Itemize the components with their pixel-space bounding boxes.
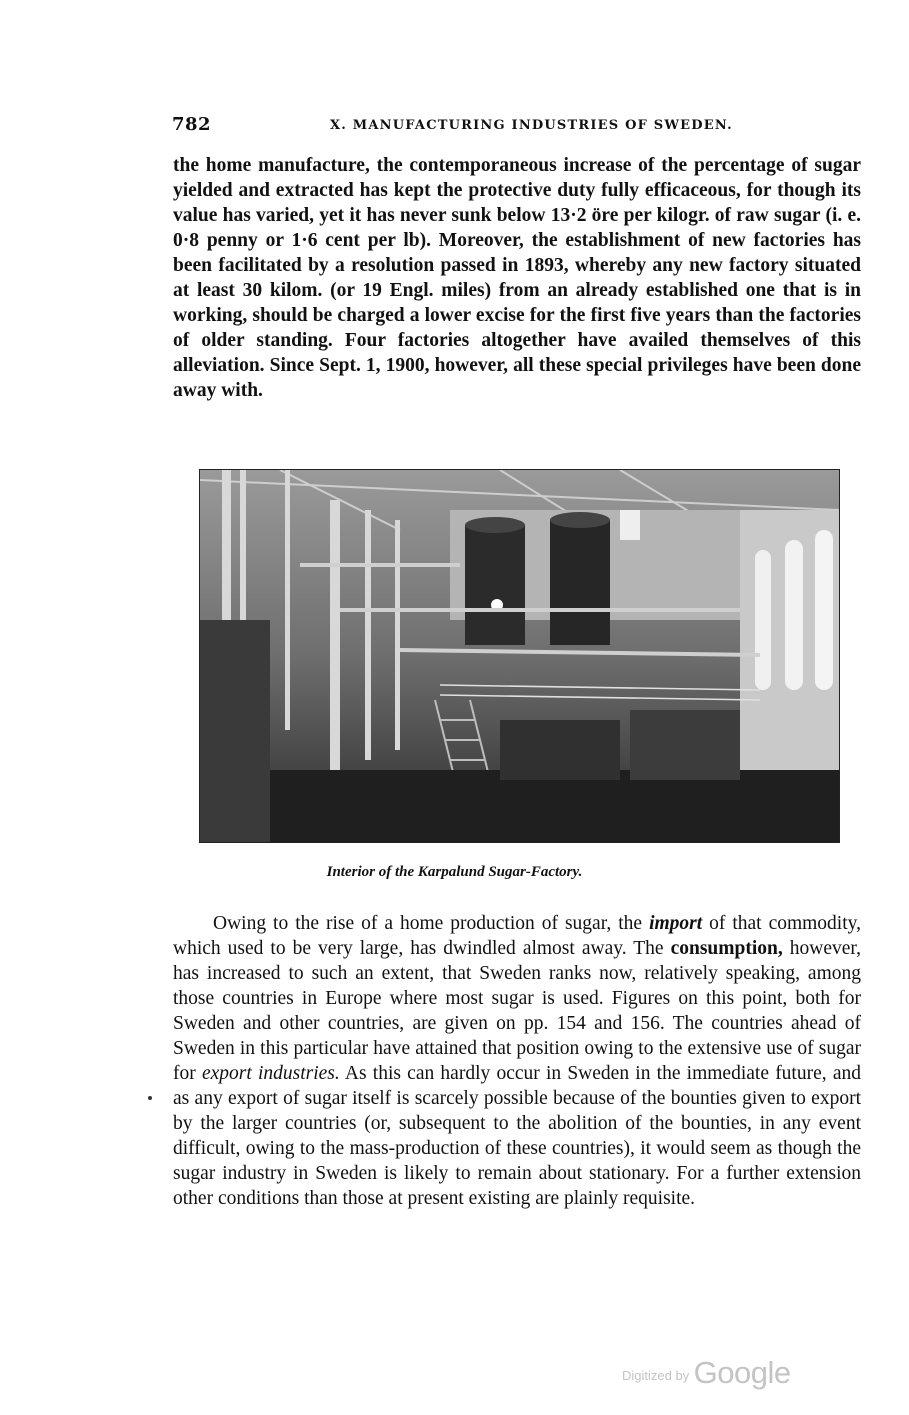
paragraph-continued: the home manufacture, the contemporaneous increase of the percentage of sugar yielded and extracted has kept the protective duty fully efficaceous, for though its value has varied, yet it has never sunk below 13·2 öre per kilogr. of raw sugar (i. e. 0·8 penny or 1·6 cent per lb). Moreover, the establishment of new factories has been facilitated by a resolution passed in 1893, whereby any new factory situated at least 30 kilom. (or 19 Engl. miles) from an already established one that is in working, should be charged a lower excise for the first five years than the factories of older standing. Four factories altogether have availed themselves of this alleviation. Since Sept. 1, 1900, however, all these special privileges have been done away with. <box>173 155 861 401</box>
margin-mark <box>148 1096 152 1100</box>
para2-text-3: however, has increased to such an extent, that Sweden ranks now, relatively speaking, among those countries in Europe where most sugar is used. Figures on this point, both for Sweden and other countries, are given on pp. 154 and 156. The countries ahead of Sweden in this particular have attained that position owing to the extensive use of sugar for <box>173 938 861 1084</box>
para2-text-4: As this can hardly occur in Sweden in the immediate future, and as any export of sugar itself is scarcely possible because of the bounties given to export by the larger countries (or, subsequent to the abolition of the bounties, in any event difficult, owing to the mass-production of these countries), it would seem as though the sugar industry in Sweden is likely to remain about stationary. For a further extension other conditions than those at present existing are plainly requisite. <box>173 1063 861 1209</box>
para2-text-2: of that commodity, which used to be very large, has dwindled almost away. The <box>173 913 861 959</box>
figure-caption: Interior of the Karpalund Sugar-Factory. <box>326 864 583 880</box>
digitized-watermark <box>622 1355 791 1391</box>
export-industries-emphasis: export industries. <box>201 1063 340 1084</box>
paragraph-sugar-import <box>173 911 861 1211</box>
running-head: X. MANUFACTURING INDUSTRIES OF SWEDEN. <box>330 118 733 133</box>
para2-text-1: Owing to the rise of a home production of sugar, the <box>213 913 650 934</box>
import-emphasis: import <box>649 913 703 934</box>
google-logo: Google <box>693 1355 791 1390</box>
factory-photo <box>199 469 840 843</box>
consumption-emphasis: consumption, <box>670 938 783 959</box>
page-number: 782 <box>172 114 212 135</box>
watermark-prefix: Digitized by <box>622 1368 690 1383</box>
